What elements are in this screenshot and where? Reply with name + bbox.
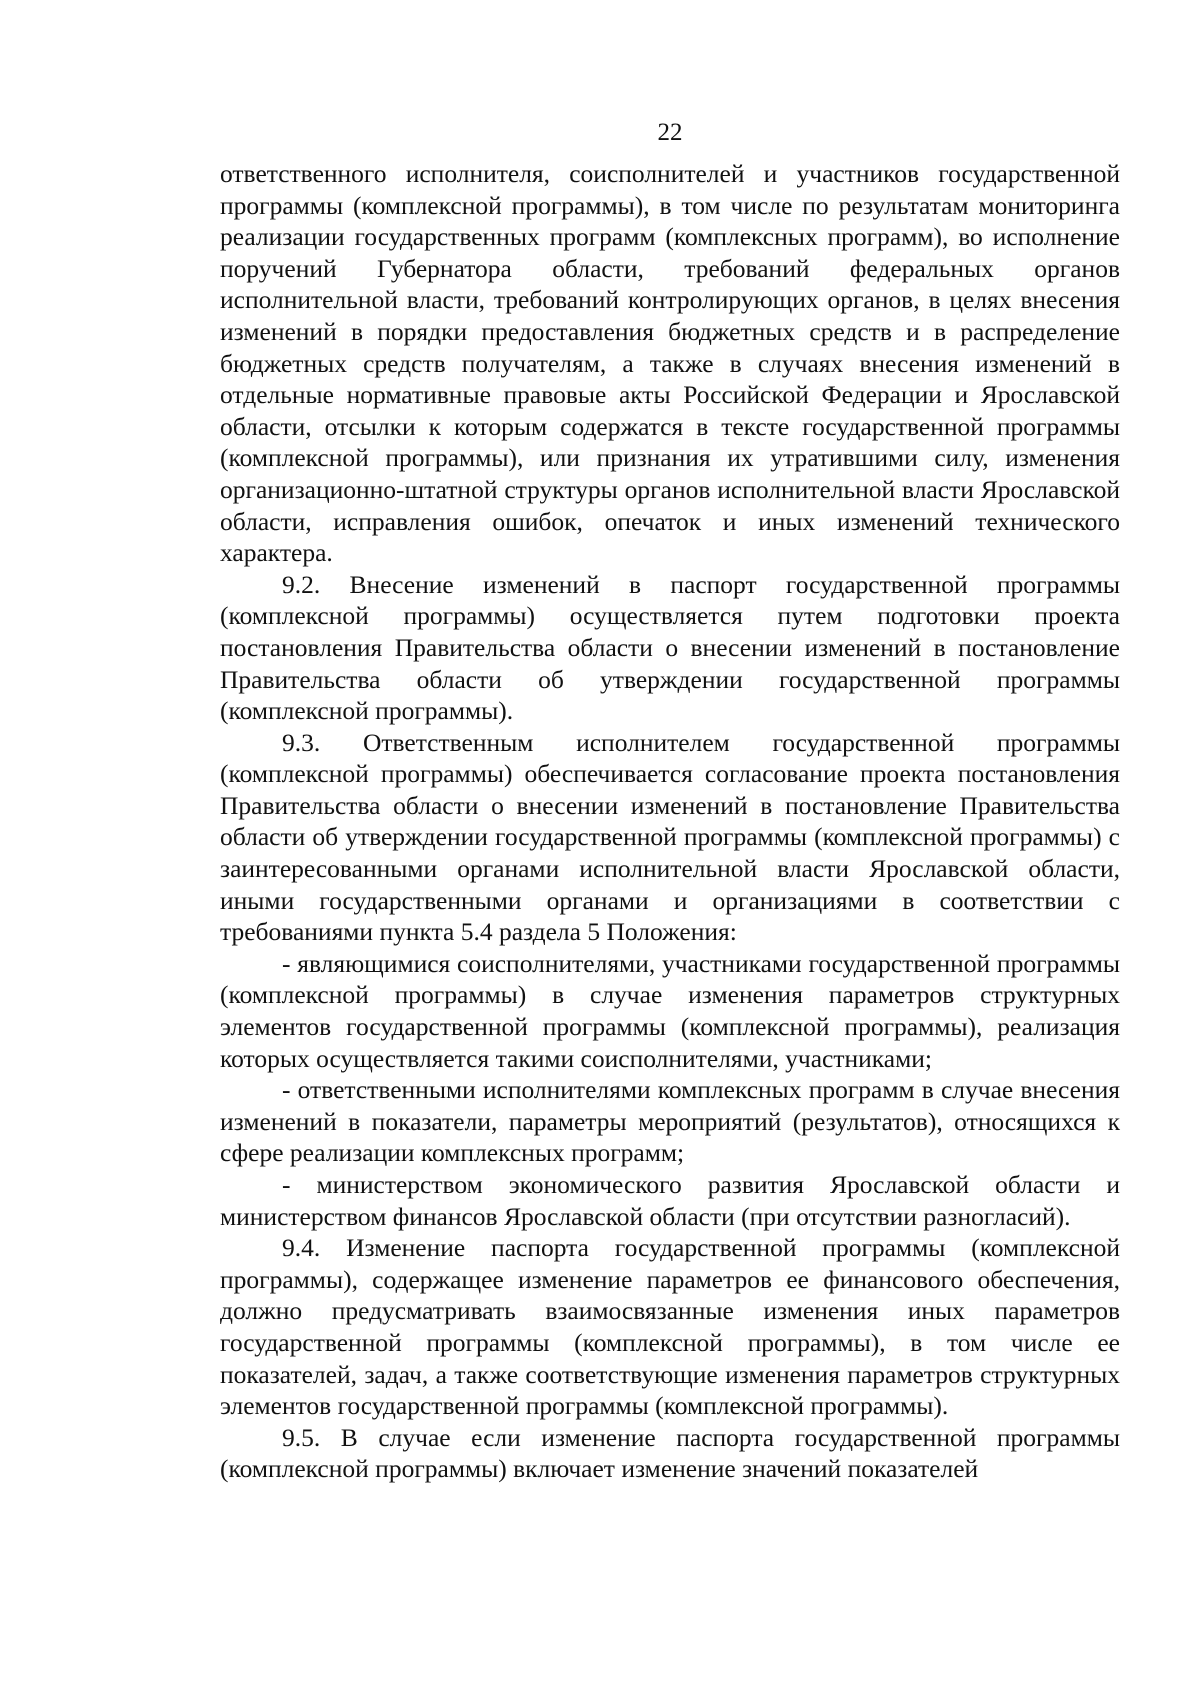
paragraph-9-3: 9.3. Ответственным исполнителем государственной программы (комплексной программы) обеспечивается согласование проекта постановления Правительства области о внесении изменений в постановление Правительства области об утверждении государственной программы (комплексной программы) с заинтересованными органами исполнительной власти Ярославской области, иными государственными органами и организациями в соответствии с требованиями пункта 5.4 раздела 5 Положения: (220, 727, 1120, 947)
paragraph-9-4: 9.4. Изменение паспорта государственной программы (комплексной программы), содержащее изменение параметров ее финансового обеспечения, должно предусматривать взаимосвязанные изменения иных параметров государственной программы (комплексной программы), в том числе ее показателей, задач, а также соответствующие изменения параметров структурных элементов государственной программы (комплексной программы). (220, 1233, 1120, 1421)
paragraph-9-5: 9.5. В случае если изменение паспорта государственной программы (комплексной программы) включает изменение значений показателей (220, 1422, 1120, 1484)
paragraph-9-2: 9.2. Внесение изменений в паспорт государственной программы (комплексной программы) осуществляется путем подготовки проекта постановления Правительства области о внесении изменений в постановление Правительства области об утверждении государственной программы (комплексной программы). (220, 569, 1120, 726)
list-item-ministries: - министерством экономического развития Ярославской области и министерством финансов Ярославской области (при отсутствии разногласий). (220, 1170, 1120, 1231)
page-number: 22 (657, 119, 683, 146)
paragraph-continuation: ответственного исполнителя, соисполнителей и участников государственной программы (комплексной программы), в том числе по результатам мониторинга реализации государственных программ (комплексных программ), во исполнение поручений Губернатора области, требований федеральных органов исполнительной власти, требований контролирующих органов, в целях внесения изменений в порядки предоставления бюджетных средств и в распределение бюджетных средств получателям, а также в случаях внесения изменений в отдельные нормативные правовые акты Российской Федерации и Ярославской области, отсылки к которым содержатся в тексте государственной программы (комплексной программы), или признания их утратившими силу, изменения организационно-штатной структуры органов исполнительной власти Ярославской области, исправления ошибок, опечаток и иных изменений технического характера. (220, 159, 1120, 568)
document-body (220, 158, 1120, 1485)
list-item-responsible-executors: - ответственными исполнителями комплексных программ в случае внесения изменений в показатели, параметры мероприятий (результатов), относящихся к сфере реализации комплексных программ; (220, 1075, 1120, 1168)
list-item-coexecutors: - являющимися соисполнителями, участниками государственной программы (комплексной программы) в случае изменения параметров структурных элементов государственной программы (комплексной программы), реализация которых осуществляется такими соисполнителями, участниками; (220, 948, 1120, 1073)
